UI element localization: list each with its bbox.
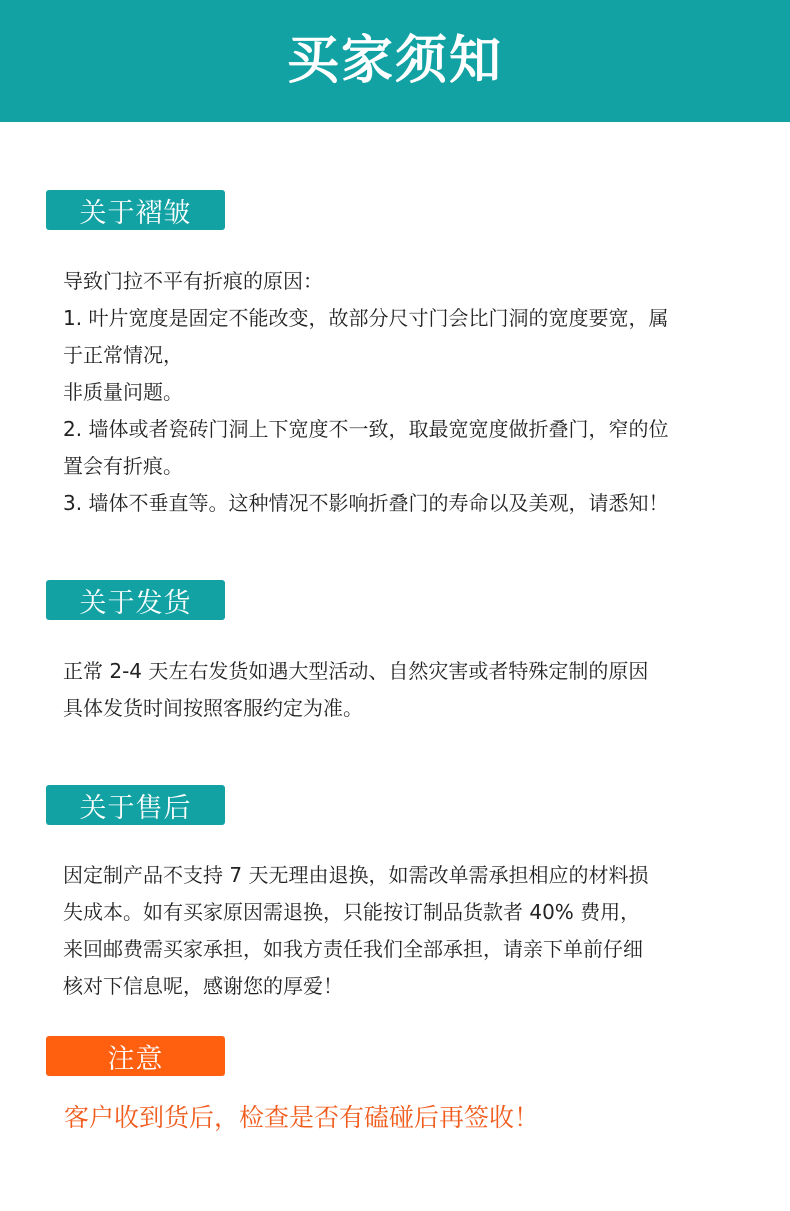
section-tag-shipping: 关于发货 bbox=[46, 580, 225, 620]
text-line: 核对下信息呢，感谢您的厚爱！ bbox=[63, 974, 343, 998]
text-line: 3. 墙体不垂直等。这种情况不影响折叠门的寿命以及美观，请悉知！ bbox=[63, 491, 669, 515]
text-line: 来回邮费需买家承担，如我方责任我们全部承担，请亲下单前仔细 bbox=[63, 937, 643, 961]
text-line: 具体发货时间按照客服约定为准。 bbox=[63, 696, 363, 720]
page-header bbox=[0, 0, 790, 122]
text-line: 非质量问题。 bbox=[63, 380, 183, 404]
section-body-shipping bbox=[63, 653, 743, 727]
section-body-after-sales bbox=[63, 857, 743, 1005]
text-line: 于正常情况， bbox=[63, 343, 183, 367]
section-body-wrinkles bbox=[63, 263, 743, 522]
text-line: 置会有折痕。 bbox=[63, 454, 183, 478]
text-line: 2. 墙体或者瓷砖门洞上下宽度不一致，取最宽宽度做折叠门，窄的位 bbox=[63, 417, 669, 441]
text-line: 导致门拉不平有折痕的原因： bbox=[63, 269, 323, 293]
notice-tag: 注意 bbox=[46, 1036, 225, 1076]
text-line: 1. 叶片宽度是固定不能改变，故部分尺寸门会比门洞的宽度要宽，属 bbox=[63, 306, 669, 330]
text-line: 因定制产品不支持 7 天无理由退换，如需改单需承担相应的材料损 bbox=[63, 863, 649, 887]
page-title: 买家须知 bbox=[286, 31, 503, 91]
section-tag-after-sales: 关于售后 bbox=[46, 785, 225, 825]
text-line: 失成本。如有买家原因需退换，只能按订制品货款者 40% 费用， bbox=[63, 900, 641, 924]
section-tag-wrinkles: 关于褶皱 bbox=[46, 190, 225, 230]
notice-text: 客户收到货后，检查是否有磕碰后再签收！ bbox=[64, 1103, 540, 1132]
text-line: 正常 2-4 天左右发货如遇大型活动、自然灾害或者特殊定制的原因 bbox=[63, 659, 649, 683]
